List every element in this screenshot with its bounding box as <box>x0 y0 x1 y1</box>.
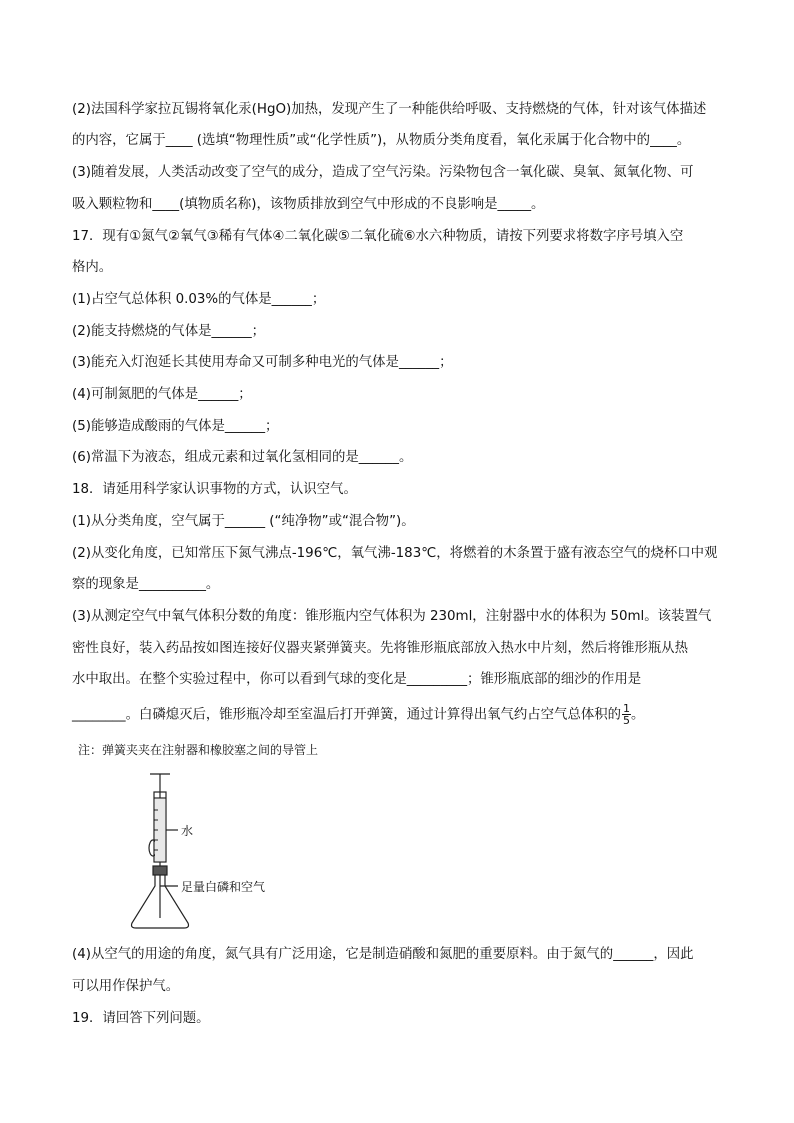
question-17-stem: 17．现有①氮气②氧气③稀有气体④二氧化碳⑤二氧化硫⑥水六种物质，请按下列要求将数字序号填入空 <box>72 229 684 244</box>
text-line: (3)随着发展，人类活动改变了空气的成分，造成了空气污染。污染物包含一氧化碳、臭氧、氮氧化物、可 <box>72 165 694 180</box>
text-segment: ________。白磷熄灭后，锥形瓶冷却至室温后打开弹簧，通过计算得出氧气约占空气总体积的 <box>72 707 622 723</box>
text-line: (4)可制氮肥的气体是______； <box>72 387 252 402</box>
text-line: 的内容，它属于____ (选填“物理性质”或“化学性质”)，从物质分类角度看，氧化汞属于化合物中的____。 <box>72 133 691 148</box>
text-line: (1)占空气总体积 0.03%的气体是______； <box>72 292 326 307</box>
apparatus-diagram <box>120 768 310 934</box>
figure-note: 注：弹簧夹夹在注射器和橡胶塞之间的导管上 <box>78 743 319 757</box>
text-line: (5)能够造成酸雨的气体是______； <box>72 419 279 434</box>
rubber-stopper <box>153 866 167 875</box>
text-line: (3)从测定空气中氧气体积分数的角度：锥形瓶内空气体积为 230ml，注射器中水的体积为 50ml。该装置气 <box>72 609 712 624</box>
text-line-with-fraction <box>72 703 644 726</box>
question-18-stem: 18．请延用科学家认识事物的方式，认识空气。 <box>72 482 357 497</box>
text-line: (4)从空气的用途的角度，氮气具有广泛用途，它是制造硝酸和氮肥的重要原料。由于氮气的______，因此 <box>72 947 694 962</box>
text-line: (3)能充入灯泡延长其使用寿命又可制多种电光的气体是______； <box>72 355 453 370</box>
text-line: 密性良好，装入药品按如图连接好仪器夹紧弹簧夹。先将锥形瓶底部放入热水中片刻，然后将锥形瓶从热 <box>72 641 688 656</box>
fraction-denominator: 5 <box>623 714 631 727</box>
text-line: (6)常温下为液态，组成元素和过氧化氢相同的是______。 <box>72 450 413 465</box>
text-line: (2)法国科学家拉瓦锡将氧化汞(HgO)加热，发现产生了一种能供给呼吸、支持燃烧的气体，针对该气体描述 <box>72 102 707 117</box>
fraction <box>622 703 631 726</box>
text-line: (2)从变化角度，已知常压下氮气沸点-196℃，氧气沸-183℃，将燃着的木条置于盛有液态空气的烧杯口中观 <box>72 546 718 561</box>
text-line: 格内。 <box>72 260 113 275</box>
text-line: 察的现象是__________。 <box>72 577 220 592</box>
text-line: 水中取出。在整个实验过程中，你可以看到气球的变化是_________；锥形瓶底部的细沙的作用是 <box>72 672 642 687</box>
label-water: 水 <box>181 824 194 838</box>
question-19-stem: 19．请回答下列问题。 <box>72 1011 210 1026</box>
label-flask-contents: 足量白磷和空气 <box>181 880 266 894</box>
fraction-numerator: 1 <box>623 702 631 715</box>
text-line: (1)从分类角度，空气属于______ (“纯净物”或“混合物”)。 <box>72 514 415 529</box>
text-segment: 。 <box>631 707 645 723</box>
text-line: (2)能支持燃烧的气体是______； <box>72 324 266 339</box>
text-line: 吸入颗粒物和____(填物质名称)，该物质排放到空气中形成的不良影响是_____。 <box>72 197 545 212</box>
text-line: 可以用作保护气。 <box>72 979 180 994</box>
